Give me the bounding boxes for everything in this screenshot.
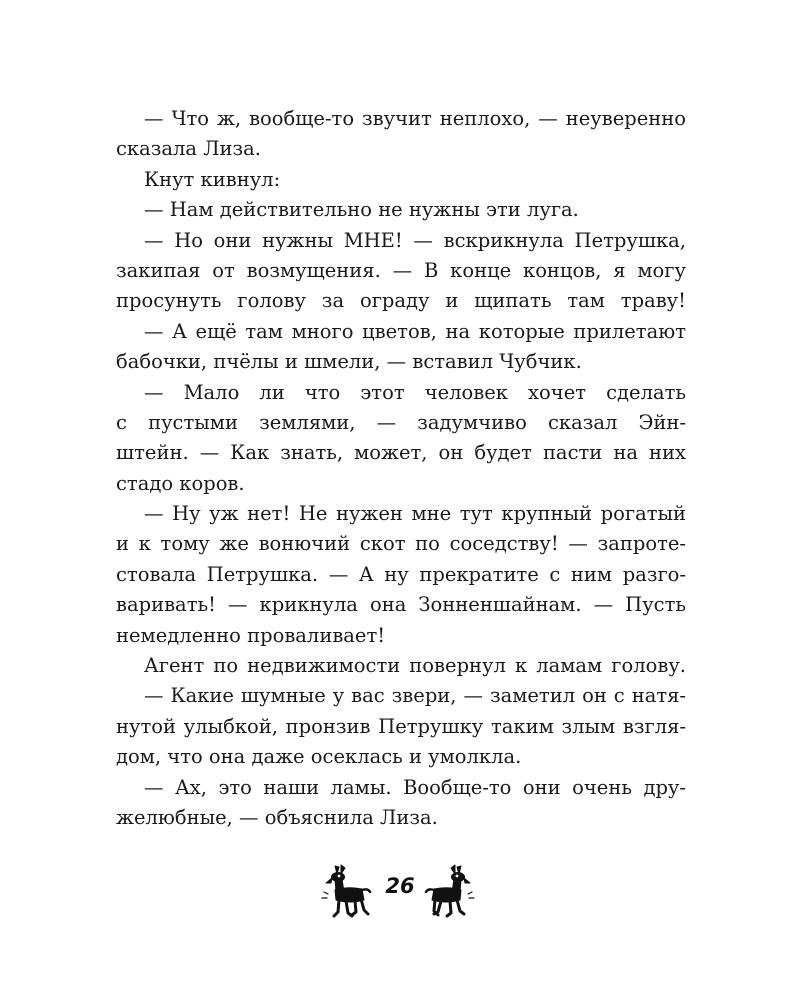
text-line: штейн. — Как знать, может, он будет пасти на них [116,441,686,465]
page-number: 26 [385,874,415,898]
text-line: варивать! — крикнула она Зонненшайнам. — Пусть [116,593,686,617]
text-line: немедленно проваливает! [116,623,386,647]
text-line: дом, что она даже осеклась и умолкла. [116,745,522,769]
text-line: — Какие шумные у вас звери, — заметил он с натя- [144,684,686,708]
llama-icon [422,862,478,922]
text-line: стадо коров. [116,471,245,495]
text-line: закипая от возмущения. — В конце концов, я могу [116,258,686,282]
llama-icon [318,862,374,922]
text-line: — Ну уж нет! Не нужен мне тут крупный рогатый [144,502,686,526]
text-line: — А ещё там много цветов, на которые прилетают [144,319,686,343]
text-line: желюбные, — объяснила Лиза. [116,805,438,829]
text-line: — Что ж, вообще-то звучит неплохо, — неуверенно [144,107,686,130]
text-line: и к тому же вонючий скот по соседству! — запроте- [116,532,686,556]
page-footer [0,858,800,928]
text-line: Агент по недвижимости повернул к ламам голову. [144,654,686,678]
text-line: нутой улыбкой, пронзив Петрушку таким злым взгля- [116,714,686,738]
text-line: — Ах, это наши ламы. Вообще-то они очень дру- [144,775,686,799]
text-line: просунуть голову за ограду и щипать там траву! [116,289,686,313]
text-line: стовала Петрушка. — А ну прекратите с ним разго- [116,562,686,586]
text-line: — Нам действительно не нужны эти луга. [144,198,579,222]
text-line: бабочки, пчёлы и шмели, — вставил Чубчик. [116,350,582,374]
text-line: сказала Лиза. [116,137,261,161]
text-line: Кнут кивнул: [144,167,281,191]
page-text [116,104,686,833]
text-line: с пустыми землями, — задумчиво сказал Эйн- [116,410,686,434]
text-line: — Но они нужны МНЕ! — вскрикнула Петрушка, [144,228,686,252]
text-line: — Мало ли что этот человек хочет сделать [144,380,686,404]
